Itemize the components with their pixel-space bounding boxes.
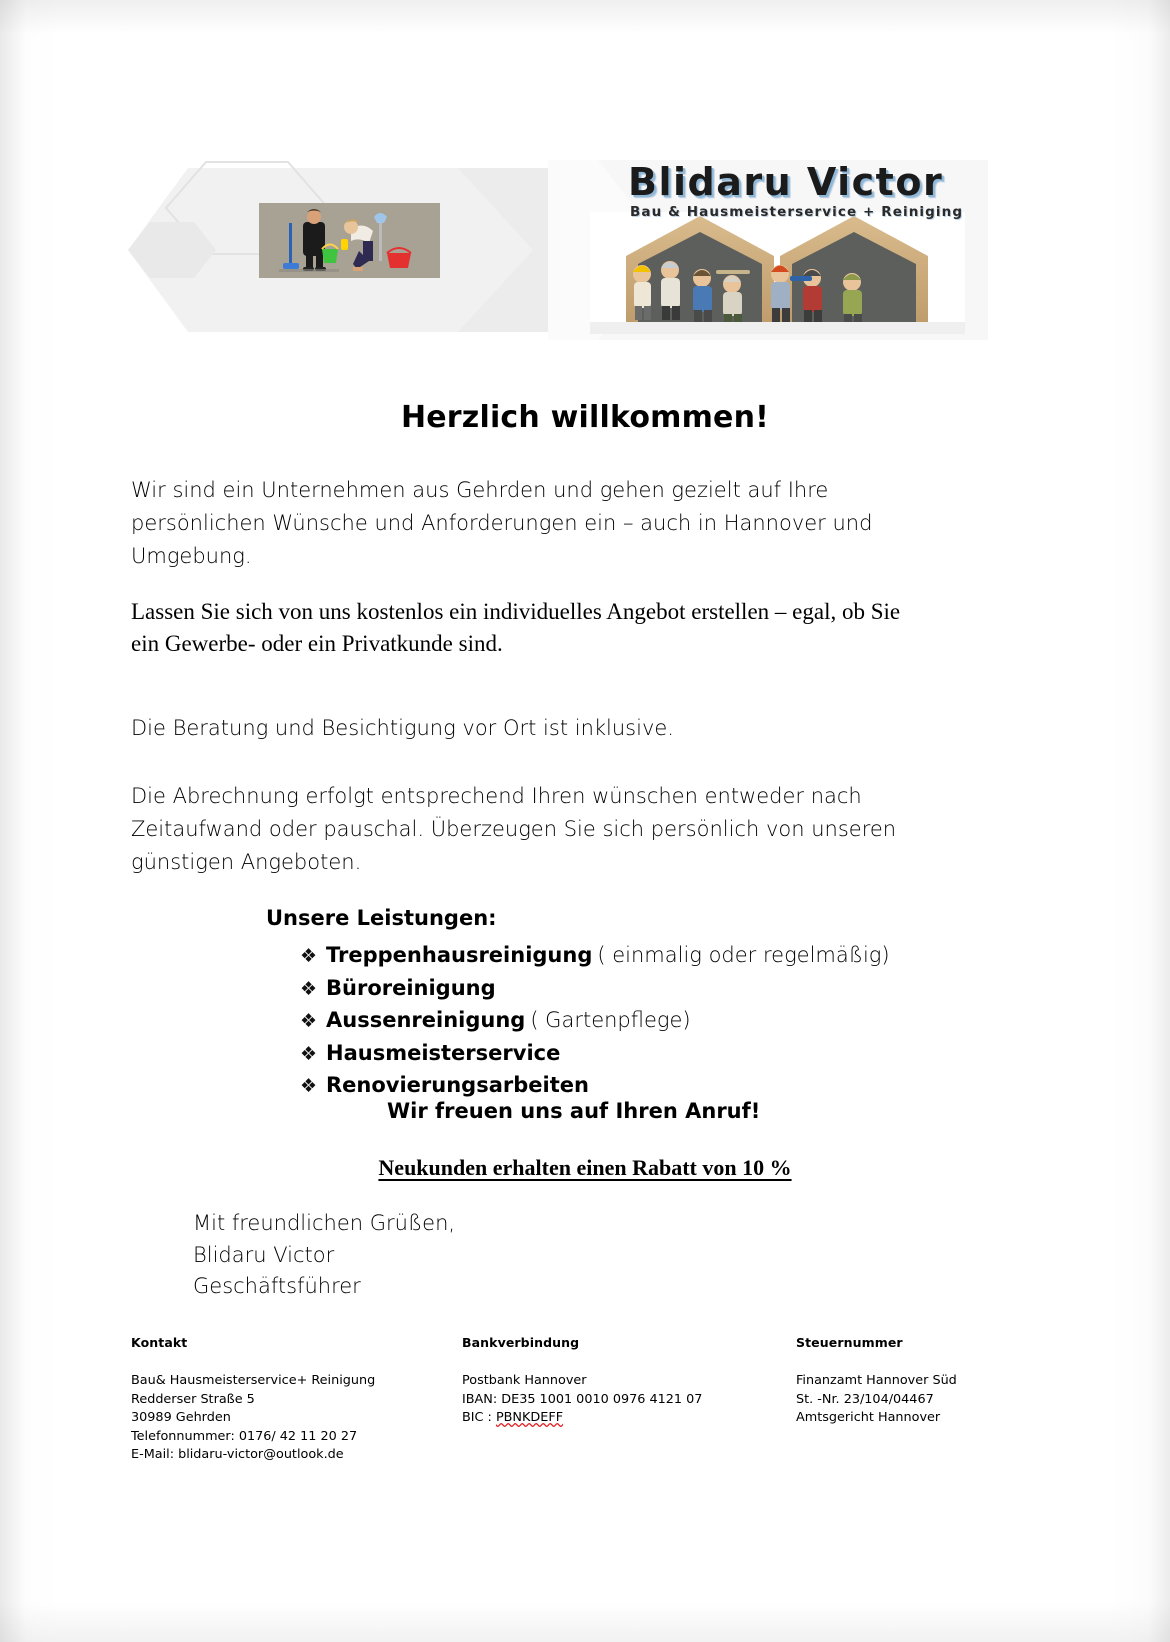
contact-heading: Kontakt — [131, 1335, 188, 1350]
list-item — [300, 1005, 960, 1038]
page-title: Herzlich willkommen! — [400, 400, 770, 435]
service-name: Aussenreinigung — [326, 1008, 526, 1032]
list-item — [300, 973, 960, 1006]
brand-tagline: Bau & Hausmeisterservice + Reiniging — [630, 204, 964, 220]
contact-phone: Telefonnummer: 0176/ 42 11 20 27 — [131, 1428, 358, 1444]
signature-role: Geschäftsführer — [193, 1274, 361, 1298]
services-list — [300, 940, 960, 1103]
tax-office: Finanzamt Hannover Süd — [796, 1373, 957, 1388]
bank-bic-label: BIC : — [462, 1410, 496, 1425]
service-note: ( Gartenpflege) — [530, 1008, 691, 1032]
list-item — [300, 1038, 960, 1071]
bank-heading: Bankverbindung — [462, 1335, 580, 1350]
contact-email[interactable]: E-Mail: blidaru-victor@outlook.de — [131, 1447, 344, 1462]
bank-bic — [462, 1409, 702, 1428]
bank-name: Postbank Hannover — [462, 1373, 587, 1388]
offer-paragraph: Lassen Sie sich von uns kostenlos ein individuelles Angebot erstellen – egal, ob Sie ein Gewerbe- oder ein Privatkunde sind. — [131, 599, 901, 656]
list-item — [300, 1070, 960, 1103]
contact-city: 30989 Gehrden — [131, 1410, 231, 1425]
brand-name: Blidaru Victor — [628, 160, 944, 204]
signature-name: Blidaru Victor — [193, 1242, 335, 1267]
tax-number: St. -Nr. 23/104/04467 — [796, 1391, 934, 1407]
bank-iban: IBAN: DE35 1001 0010 0976 4121 07 — [462, 1391, 703, 1407]
diamond-bullet-icon: ❖ — [300, 1075, 318, 1097]
footer-bank-column — [462, 1335, 702, 1428]
footer-contact-column — [131, 1335, 375, 1465]
consultation-paragraph: Die Beratung und Besichtigung vor Ort ist inklusive. — [131, 716, 674, 740]
tax-heading: Steuernummer — [796, 1335, 903, 1350]
bank-bic-value: PBNKDEFF — [495, 1410, 564, 1425]
diamond-bullet-icon: ❖ — [300, 945, 318, 967]
diamond-bullet-icon: ❖ — [300, 1010, 318, 1032]
service-name: Büroreinigung — [326, 975, 496, 1000]
billing-paragraph: Die Abrechnung erfolgt entsprechend Ihren wünschen entweder nach Zeitaufwand oder pauschal. Überzeugen Sie sich persönlich von unseren günstigen Angeboten. — [131, 784, 897, 874]
intro-paragraph: Wir sind ein Unternehmen aus Gehrden und gehen gezielt auf Ihre persönlichen Wünsche und Anforderungen ein – auch in Hannover und Umgebung. — [131, 478, 873, 568]
services-title: Unsere Leistungen: — [266, 906, 497, 930]
signature-closing: Mit freundlichen Grüßen, — [193, 1211, 456, 1235]
service-name: Renovierungsarbeiten — [326, 1073, 589, 1097]
handyman-figurines-photo — [590, 212, 965, 334]
signature-block — [193, 1208, 455, 1303]
contact-street: Redderser Straße 5 — [131, 1391, 255, 1407]
footer-tax-column — [796, 1335, 957, 1428]
tax-court: Amtsgericht Hannover — [796, 1410, 941, 1425]
diamond-bullet-icon: ❖ — [300, 1042, 318, 1065]
call-to-action-text: Wir freuen uns auf Ihren Anruf! — [387, 1099, 761, 1123]
service-note: ( einmalig oder regelmäßig) — [597, 943, 890, 967]
contact-company: Bau& Hausmeisterservice+ Reinigung — [131, 1373, 376, 1388]
letterhead — [128, 150, 988, 350]
discount-banner: Neukunden erhalten einen Rabatt von 10 % — [378, 1155, 792, 1180]
cleaning-staff-photo — [259, 203, 440, 278]
service-name: Treppenhausreinigung — [326, 943, 593, 967]
service-name: Hausmeisterservice — [326, 1040, 561, 1065]
list-item — [300, 940, 960, 973]
diamond-bullet-icon: ❖ — [300, 977, 318, 1000]
